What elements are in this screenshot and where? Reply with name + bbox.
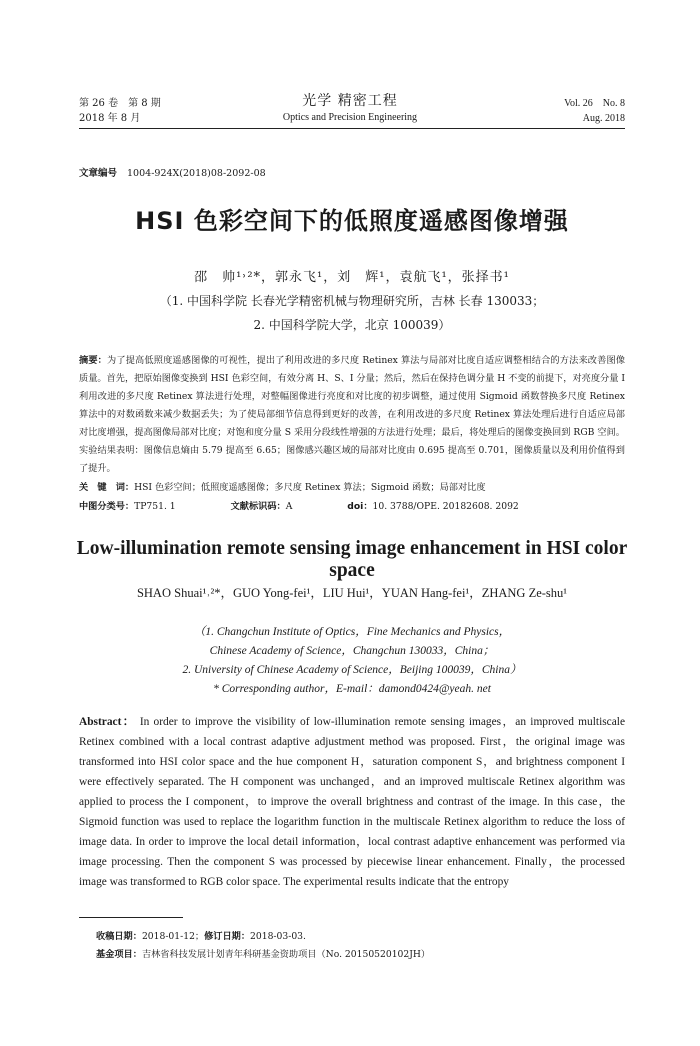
received-label: 收稿日期： [96, 931, 142, 942]
doc-code-field [231, 501, 319, 512]
authors-en: SHAO Shuai¹˒²*，GUO Yong-fei¹，LIU Hui¹，YUAN Hang-fei¹，ZHANG Ze-shu¹ [136, 586, 568, 600]
affiliation-cn-line: （1. 中国科学院 长春光学精密机械与物理研究所，吉林 长春 130033； [159, 294, 545, 308]
affiliation-cn-line: 2. 中国科学院大学，北京 100039） [253, 318, 451, 332]
header-date-cn: 2018 年 8 月 [79, 113, 141, 124]
header-date-en: Aug. 2018 [582, 113, 625, 124]
article-number-label: 文章编号 [79, 168, 118, 179]
journal-name-cn: 光学 精密工程 [302, 93, 398, 109]
corresponding-author: * Corresponding author，E-mail：damond0424@yeah. net [213, 683, 491, 695]
doi-field [347, 501, 545, 512]
affiliation-en-line: 2. University of Chinese Academy of Science，Beijing 100039，China） [182, 664, 522, 676]
fund-label: 基金项目： [96, 949, 142, 960]
header-rule [79, 128, 625, 129]
received-value: 2018-01-12； [141, 931, 205, 942]
doc-code-value: A [285, 501, 293, 512]
affiliation-en-line: Chinese Academy of Science，Changchun 130033，China； [209, 645, 495, 657]
keywords-cn-text: HSI 色彩空间；低照度遥感图像；多尺度 Retinex 算法；Sigmoid 函数；局部对比度 [134, 482, 486, 493]
abstract-cn [79, 352, 625, 478]
article-number-value: 1004-924X(2018)08-2092-08 [127, 168, 266, 179]
header-volume-en: Vol. 26 No. 8 [564, 98, 625, 109]
title-en: Low-illumination remote sensing image enhancement in HSI color space [76, 538, 628, 581]
journal-name-en: Optics and Precision Engineering [282, 112, 418, 123]
abstract-en-label: Abstract： [79, 716, 136, 728]
authors-cn: 邵 帅¹˒²*，郭永飞¹，刘 辉¹，袁航飞¹，张择书¹ [194, 270, 510, 285]
keywords-cn-label: 关 键 词： [79, 482, 135, 493]
doi-label: doi： [347, 501, 373, 512]
revised-value: 2018-03-03. [250, 931, 306, 942]
doi-value: 10. 3788/OPE. 20182608. 2092 [372, 501, 519, 512]
classification-line [79, 498, 625, 516]
doc-code-label: 文献标识码： [230, 501, 286, 512]
revised-label: 修订日期： [204, 931, 251, 942]
header-volume-info [79, 96, 161, 126]
clc-field [79, 501, 202, 512]
footnote [96, 928, 430, 964]
header-volume-info-en [564, 96, 625, 126]
title-cn: HSI 色彩空间下的低照度遥感图像增强 [135, 207, 569, 235]
header-journal [230, 93, 470, 125]
footnote-rule [79, 917, 183, 918]
footnote-dates [96, 928, 430, 946]
article-number [79, 165, 266, 179]
abstract-en [79, 712, 625, 892]
affiliation-cn [79, 289, 625, 337]
fund-value: 吉林省科技发展计划青年科研基金资助项目（No. 20150520102JH） [141, 949, 431, 960]
footnote-fund [96, 946, 430, 964]
abstract-cn-label: 摘要： [79, 355, 108, 366]
abstract-en-text: In order to improve the visibility of low-illumination remote sensing images，an improved multiscale Retinex combined with a local contrast adaptive adjustment method was proposed. First，the original image was transformed into HSI color space and the hue component H，saturation component S，and brightness component I were effectively separated. The H component was unchanged，and an improved multiscale Retinex algorithm was applied to process the I component，to improve the overall brightness and contrast of the image. In this case，the Sigmoid function was used to replace the logarithm function in the multiscale Retinex algorithm to reduce the loss of image data. In order to improve the local detail information，local contrast adaptive enhancement was performed via image processing. Then the component S was processed by piecewise linear enhancement. Finally，the processed image was transformed to RGB color space. The experimental results indicate that the entropy [79, 716, 625, 888]
keywords-cn [79, 479, 625, 497]
affiliation-en [79, 623, 625, 699]
clc-value: TP751. 1 [134, 501, 176, 512]
affiliation-en-line: （1. Changchun Institute of Optics，Fine Mechanics and Physics， [193, 626, 511, 638]
clc-label: 中图分类号： [79, 501, 135, 512]
header-volume: 第 26 卷 第 8 期 [79, 98, 161, 109]
abstract-cn-text: 为了提高低照度遥感图像的可视性，提出了利用改进的多尺度 Retinex 算法与局部对比度自适应调整相结合的方法来改善图像质量。首先，把原始图像变换到 HSI 色彩空间，有效分离 H、S、I 分量；然后，然后在保持色调分量 H 不变的前提下，对亮度分量 I 利用改进的多尺度 Retinex 算法进行处理，对整幅图像进行亮度和对比度的初步调整，通过使用 Sigmoid 函数替换多尺度 Retinex 算法中的对数函数来减少数据丢失；为了使局部细节信息得到更好的改善，在利用改进的多尺度 Retinex 算法处理后进行自适应局部对比度增强，提高图像局部对比度；对饱和度分量 S 采用分段线性增强的方法进行处理；最后，将处理后的图像变换回到 RGB 空间。实验结果表明：图像信息熵由 5.79 提高至 6.65；图像感兴趣区域的局部对比度由 0.695 提高至 0.701，图像质量以及利用价值得到了提升。 [79, 355, 626, 474]
